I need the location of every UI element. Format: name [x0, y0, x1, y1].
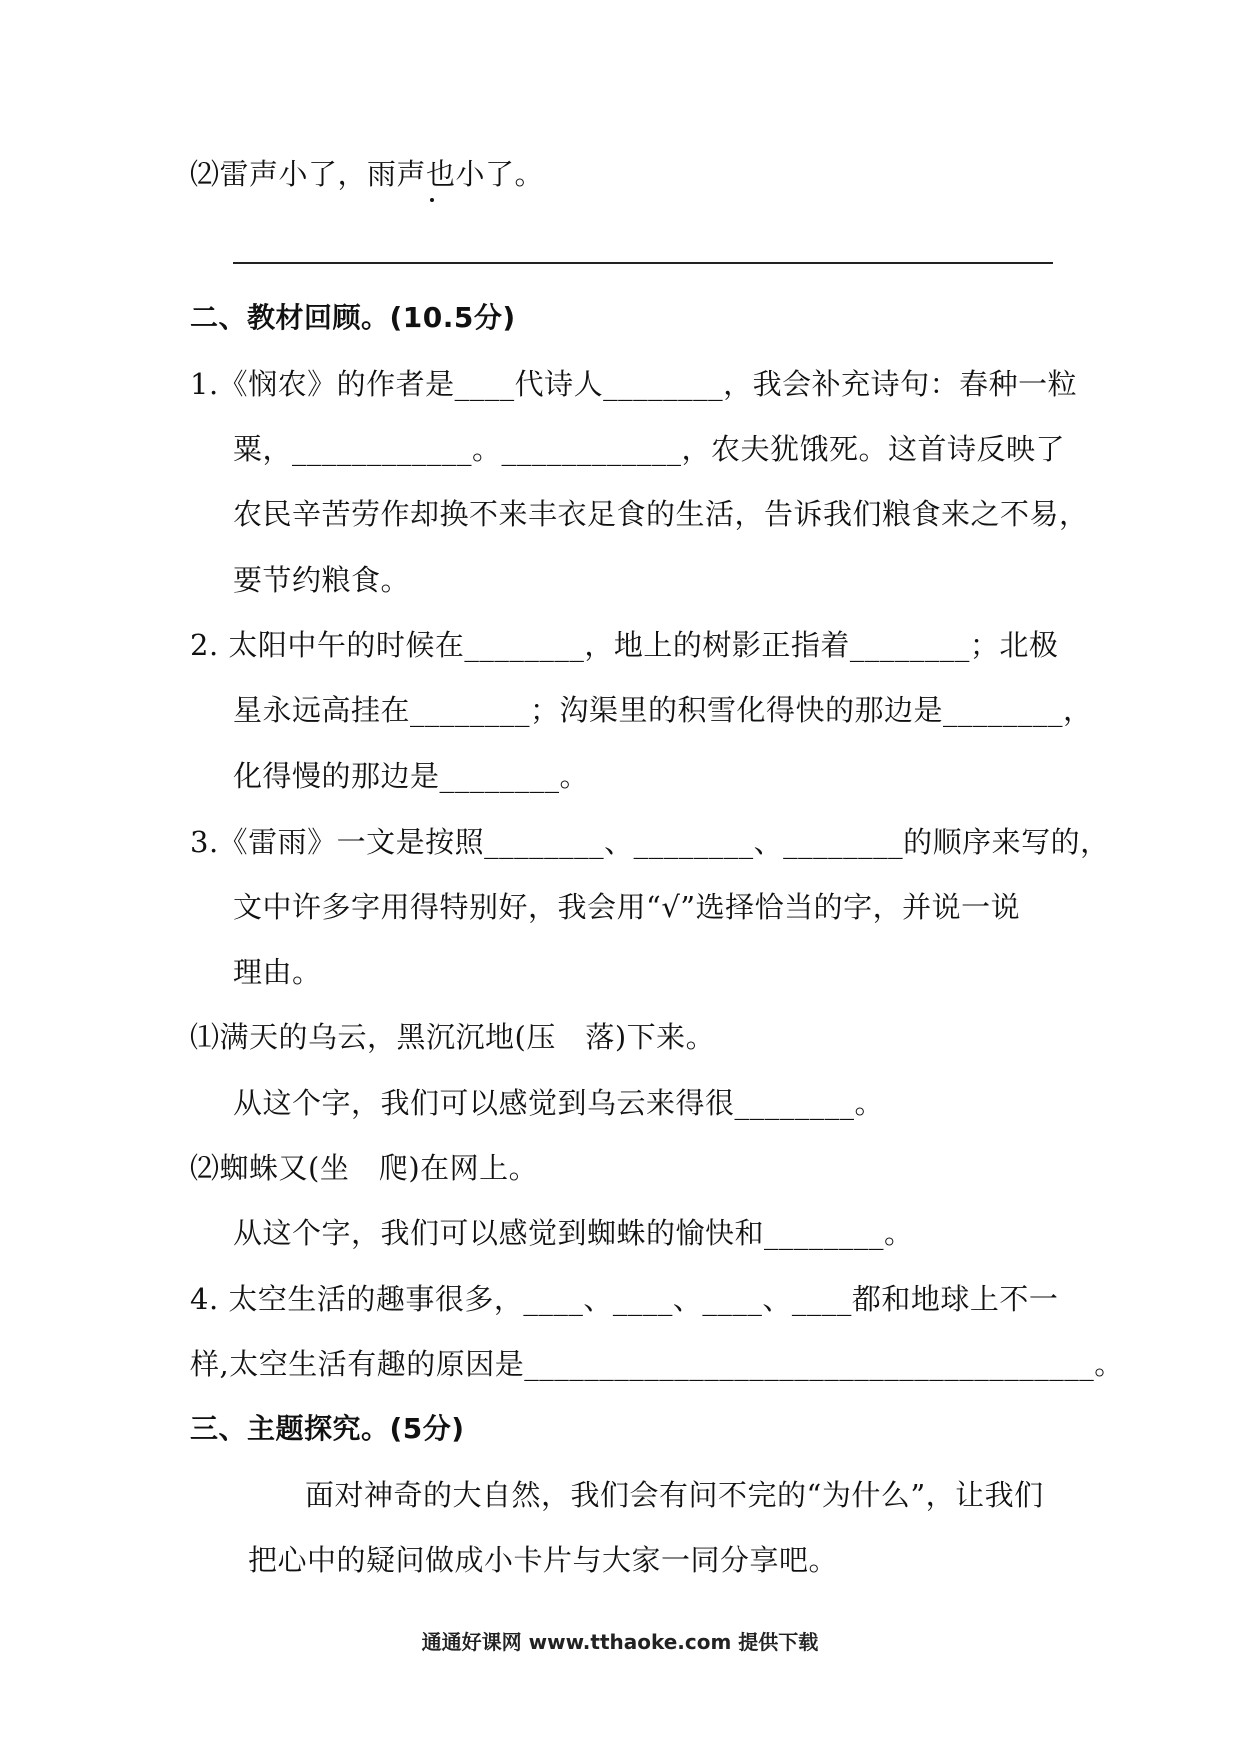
question-1-line-4: 要节约粮食。 [233, 563, 411, 597]
question-3-line-1: 3.《雷雨》一文是按照________、________、________的顺序来写的， [190, 825, 1110, 859]
question-3-sub-2: ⑵蜘蛛又(坐 爬)在网上。 [190, 1151, 539, 1185]
question-4-line-1: 4. 太空生活的趣事很多，____、____、____、____都和地球上不一 [190, 1282, 1059, 1316]
question-3-line-2: 文中许多字用得特别好，我会用“√”选择恰当的字，并说一说 [233, 890, 1021, 924]
question-3-line-3: 理由。 [233, 955, 322, 989]
question-2-line-2: 星永远高挂在________；沟渠里的积雪化得快的那边是________， [233, 693, 1093, 727]
page-footer: 通通好课网 www.tthaoke.com 提供下载 [421, 1630, 819, 1654]
question-3-sub-1: ⑴满天的乌云，黑沉沉地(压 落)下来。 [190, 1020, 716, 1054]
question-1-line-1: 1.《悯农》的作者是____代诗人________，我会补充诗句：春种一粒 [190, 367, 1078, 401]
section-3-paragraph-line-1: 面对神奇的大自然，我们会有问不完的“为什么”，让我们 [305, 1478, 1044, 1512]
question-2-line-1: 2. 太阳中午的时候在________，地上的树影正指着________；北极 [190, 628, 1059, 662]
answer-line [233, 262, 1053, 264]
question-1-line-2: 粟，____________。____________，农夫犹饿死。这首诗反映了 [233, 432, 1066, 466]
emphasis-dot [430, 198, 434, 202]
question-2-line-3: 化得慢的那边是________。 [233, 759, 590, 793]
section-2-heading: 二、教材回顾。(10.5分) [190, 301, 516, 334]
question-1-line-3: 农民辛苦劳作却换不来丰衣足食的生活，告诉我们粮食来之不易， [233, 497, 1089, 531]
section-3-heading: 三、主题探究。(5分) [190, 1412, 465, 1445]
question-4-line-2: 样,太空生活有趣的原因是______________________________________。 [190, 1347, 1124, 1381]
section-3-paragraph-line-2: 把心中的疑问做成小卡片与大家一同分享吧。 [248, 1543, 839, 1577]
question-3-sub-2-answer: 从这个字，我们可以感觉到蜘蛛的愉快和________。 [233, 1216, 914, 1250]
exercise-2-sentence: ⑵雷声小了，雨声也小了。 [190, 157, 545, 191]
question-3-sub-1-answer: 从这个字，我们可以感觉到乌云来得很________。 [233, 1086, 885, 1120]
